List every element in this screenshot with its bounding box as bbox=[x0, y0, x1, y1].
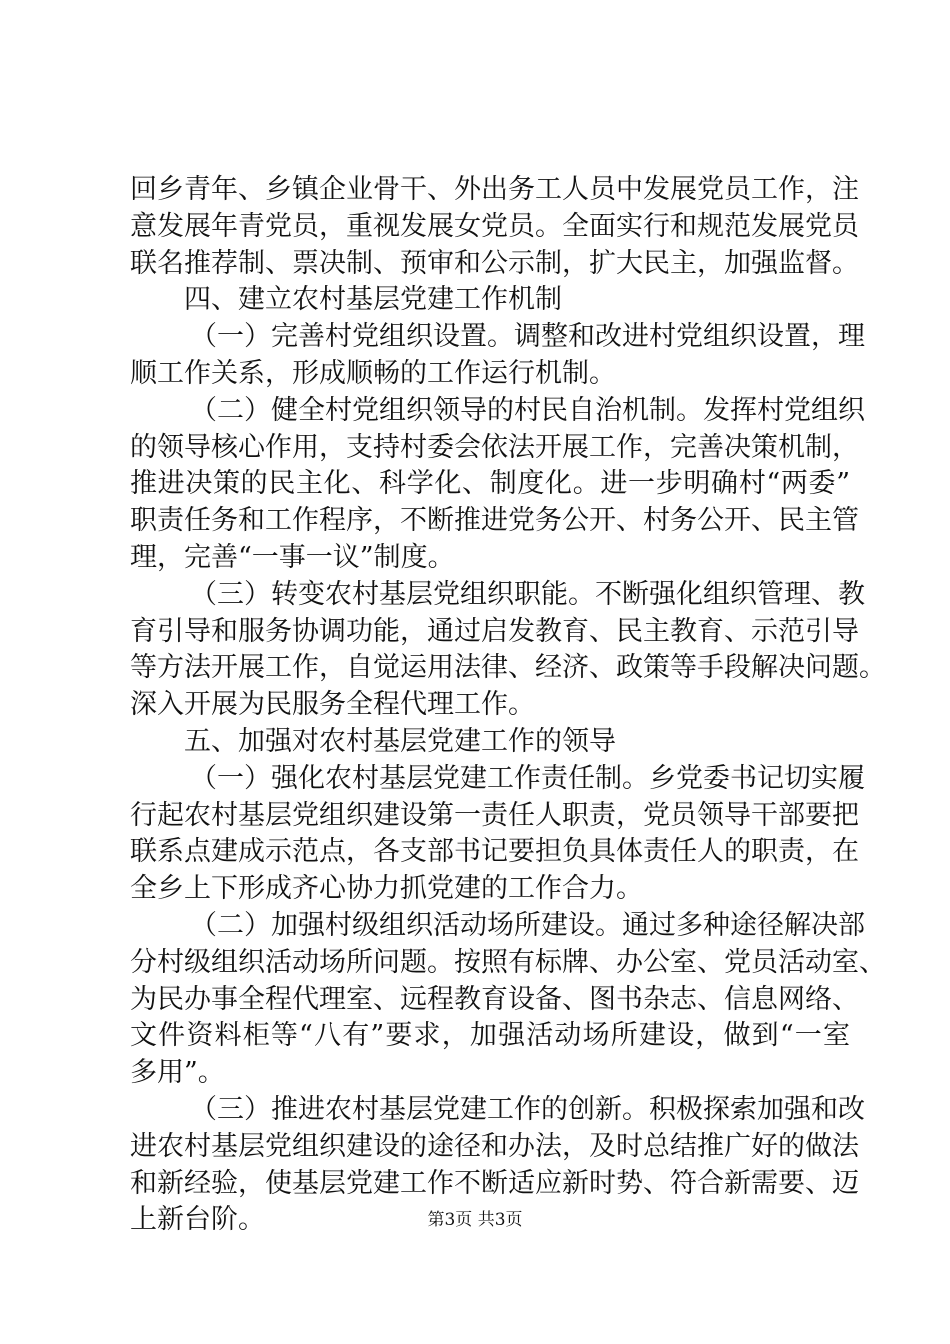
text-line: 文件资料柜等“八有”要求，加强活动场所建设，做到“一室 bbox=[130, 1020, 850, 1052]
text-line: 多用”。 bbox=[130, 1057, 225, 1089]
text-line: 顺工作关系，形成顺畅的工作运行机制。 bbox=[130, 357, 616, 389]
text-line: （一）完善村党组织设置。调整和改进村党组织设置，理 bbox=[190, 321, 865, 353]
text-line: 意发展年青党员，重视发展女党员。全面实行和规范发展党员 bbox=[130, 210, 859, 242]
text-line: （三）推进农村基层党建工作的创新。积极探索加强和改 bbox=[190, 1093, 865, 1125]
page-footer: 第3页 共3页 bbox=[427, 1210, 523, 1230]
text-line: 和新经验，使基层党建工作不断适应新时势、符合新需要、迈 bbox=[130, 1167, 859, 1199]
text-line: 职责任务和工作程序，不断推进党务公开、村务公开、民主管 bbox=[130, 505, 859, 537]
text-line: 理，完善“一事一议”制度。 bbox=[130, 541, 455, 573]
text-line: 为民办事全程代理室、远程教育设备、图书杂志、信息网络、 bbox=[130, 983, 859, 1015]
text-line: 育引导和服务协调功能，通过启发教育、民主教育、示范引导 bbox=[130, 615, 859, 647]
text-line: 的领导核心作用，支持村委会依法开展工作，完善决策机制， bbox=[130, 431, 859, 463]
text-line: 联系点建成示范点，各支部书记要担负具体责任人的职责，在 bbox=[130, 836, 859, 868]
text-line: 进农村基层党组织建设的途径和办法，及时总结推广好的做法 bbox=[130, 1130, 859, 1162]
text-line: （一）强化农村基层党建工作责任制。乡党委书记切实履 bbox=[190, 762, 865, 794]
text-line: 等方法开展工作，自觉运用法律、经济、政策等手段解决问题。 bbox=[130, 652, 886, 684]
text-line: 联名推荐制、票决制、预审和公示制，扩大民主，加强监督。 bbox=[130, 247, 859, 279]
text-line: 四、建立农村基层党建工作机制 bbox=[184, 284, 562, 316]
text-line: 五、加强对农村基层党建工作的领导 bbox=[184, 725, 616, 757]
document-body bbox=[130, 172, 886, 1239]
text-line: （二）健全村党组织领导的村民自治机制。发挥村党组织 bbox=[190, 394, 865, 426]
text-line: 全乡上下形成齐心协力抓党建的工作合力。 bbox=[130, 873, 643, 905]
text-line: 行起农村基层党组织建设第一责任人职责，党员领导干部要把 bbox=[130, 799, 859, 831]
text-line: （三）转变农村基层党组织职能。不断强化组织管理、教 bbox=[190, 578, 865, 610]
text-line: 上新台阶。 bbox=[130, 1204, 265, 1236]
text-line: 分村级组织活动场所问题。按照有标牌、办公室、党员活动室、 bbox=[130, 946, 886, 978]
text-line: 深入开展为民服务全程代理工作。 bbox=[130, 689, 535, 721]
text-line: 回乡青年、乡镇企业骨干、外出务工人员中发展党员工作，注 bbox=[130, 174, 859, 205]
text-line: （二）加强村级组织活动场所建设。通过多种途径解决部 bbox=[190, 909, 865, 941]
text-line: 推进决策的民主化、科学化、制度化。进一步明确村“两委” bbox=[130, 468, 850, 500]
